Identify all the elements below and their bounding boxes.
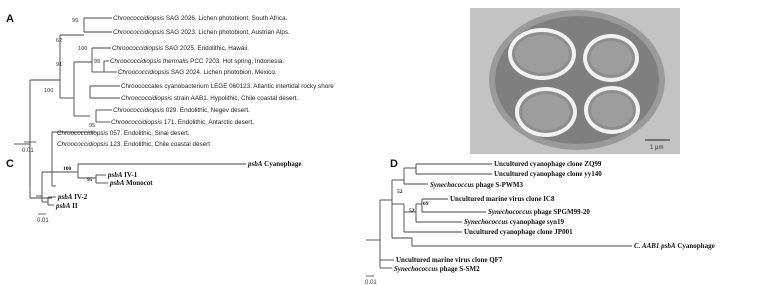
tree-d-leaf: Synechococcus phage S-SM2	[394, 265, 480, 273]
tree-a-leaf: Chroococcidiopsis SAG 2025. Endolithic, Hawaii.	[112, 45, 249, 52]
tree-a-leaf: Chroococcidiopsis strain AAB1. Hypolithic, Chile coastal desert.	[121, 95, 299, 102]
tree-d	[366, 164, 632, 268]
bootstrap-value: 52	[397, 189, 403, 195]
tree-d-leaf: C. AAB1 psbA Cyanophage	[634, 242, 715, 250]
tree-c-leaf: psbA II	[56, 202, 78, 210]
tree-a-leaf: Chroococcidiopsis 171. Endolithic, Antarctic desert.	[111, 119, 254, 126]
tree-c-leaf: psbA Monocot	[110, 179, 153, 187]
cell	[508, 28, 576, 80]
tree-a-leaf: Chroococcidiopsis 029. Endolithic, Negev desert.	[113, 107, 250, 114]
tree-d-leaf: Synechococcus cyanophage syn19	[464, 218, 564, 226]
tree-d-leaf: Uncultured cyanophage clone ZQ99	[494, 160, 602, 168]
tree-a-leaf: Chroococcidiopsis SAG 2024. Lichen photobion, Mexico.	[118, 69, 277, 76]
bootstrap-value: 95	[87, 177, 93, 183]
bootstrap-value: 100	[78, 46, 88, 52]
bootstrap-value: 95	[89, 123, 96, 129]
tree-d-leaf: Uncultured cyanophage clone yy140	[494, 170, 602, 178]
bootstrap-value: 99	[72, 18, 79, 24]
tree-c-leaf: psbA Cyanophage	[248, 160, 302, 168]
tree-c-leaf: psbA IV-2	[58, 193, 88, 201]
bootstrap-value: 91	[56, 62, 63, 68]
micrograph-scale-label: 1 μm	[650, 145, 664, 151]
bootstrap-value: 99	[94, 59, 101, 65]
tree-d-leaf: Uncultured marine virus clone IC8	[450, 195, 555, 203]
tree-a-leaf: Chroococcidiopsis thermalis PCC 7203. Hot spring, Indonesia.	[110, 58, 284, 65]
bootstrap-value: 100	[63, 166, 72, 172]
tree-a-leaf: Chroococcidiopsis 123. Endolithic, Chile coastal desert	[57, 141, 210, 148]
micrograph	[470, 8, 680, 154]
tree-a-leaf: Chroococcidiopsis SAG 2023. Lichen photobiont, Austrian Alps.	[113, 29, 290, 36]
scale-bar-label: 0.01	[22, 148, 34, 154]
bootstrap-value: 62	[56, 38, 63, 44]
panel-label-d: D	[390, 158, 398, 170]
tree-d-leaf: Uncultured marine virus clone QF7	[396, 256, 503, 264]
scale-bar-label: 0.01	[37, 218, 49, 224]
cell	[515, 87, 577, 137]
panel-label-a: A	[6, 13, 14, 25]
tree-a-leaf: Chroococcales cyanobacterium LEGE 060123. Atlantic intertidal rocky shore	[121, 83, 334, 90]
tree-d-leaf: Synechococcus phage S-PWM3	[430, 181, 523, 189]
bootstrap-value: 52	[409, 208, 415, 214]
tree-d-leaf: Synechococcus phage SPGM99-20	[488, 208, 590, 216]
cell	[584, 86, 640, 134]
tree-c-leaf: psbA IV-1	[108, 171, 138, 179]
bootstrap-value: 100	[44, 88, 54, 94]
cell	[583, 34, 639, 82]
tree-a-leaf: Chroococcidiopsis 057. Endolithic, Sinai desert.	[57, 130, 190, 137]
scale-bar-label: 0.01	[365, 280, 377, 285]
bootstrap-value: 69	[423, 201, 429, 207]
panel-label-c: C	[6, 158, 14, 170]
tree-a-leaf: Chroococcidiopsis SAG 2026. Lichen photobiont, South Africa.	[113, 15, 288, 22]
tree-d-leaf: Uncultured cyanophage clone JP001	[464, 228, 573, 236]
